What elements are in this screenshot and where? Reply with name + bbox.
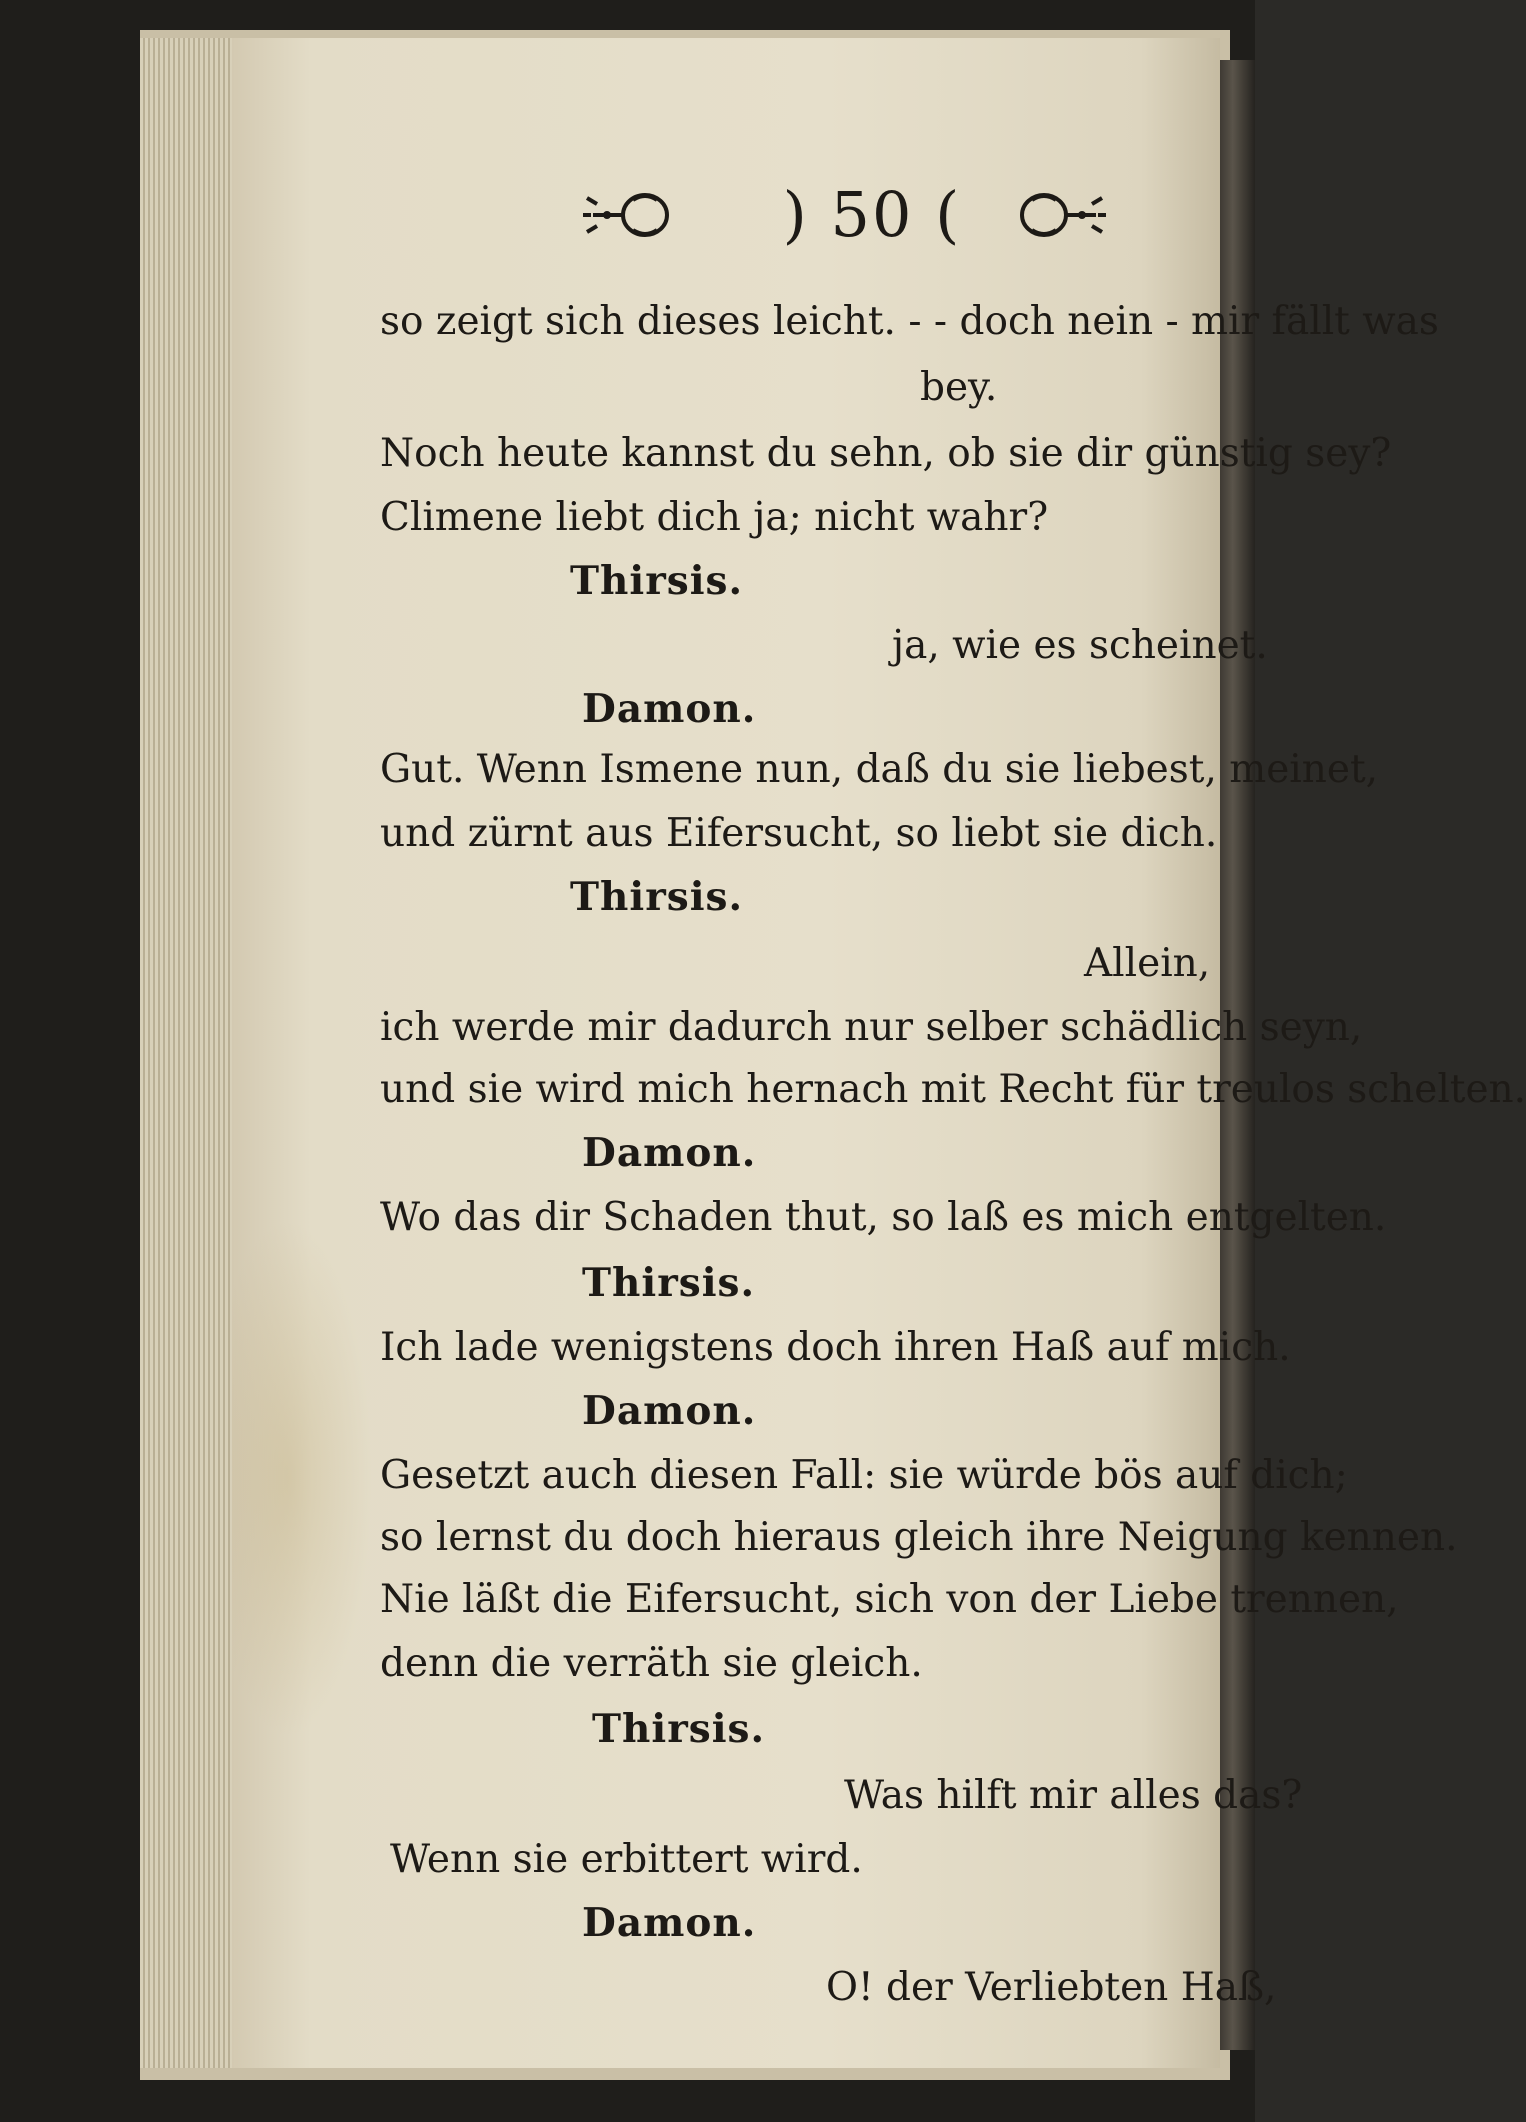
page-number: ) 50 (	[782, 178, 962, 251]
verse-line: Was hilft mir alles das?	[844, 1773, 1303, 1818]
verse-line: Wo das dir Schaden thut, so laß es mich entgelten.	[380, 1195, 1387, 1240]
book-gutter	[1218, 60, 1255, 2050]
verse-line: Wenn sie erbittert wird.	[390, 1837, 863, 1882]
speaker-name: Damon.	[582, 1388, 757, 1434]
page-edges	[140, 38, 235, 2068]
verse-line: Climene liebt dich ja; nicht wahr?	[380, 495, 1049, 540]
verse-line: Gesetzt auch diesen Fall: sie würde bös auf dich;	[380, 1453, 1348, 1498]
verse-line: bey.	[920, 365, 998, 410]
verse-line: Ich lade wenigstens doch ihren Haß auf mich.	[380, 1325, 1291, 1370]
verse-line: Allein,	[1084, 941, 1211, 986]
verse-line: Gut. Wenn Ismene nun, daß du sie liebest, meinet,	[380, 747, 1379, 792]
speaker-name: Thirsis.	[570, 558, 744, 604]
verse-line: ja, wie es scheinet.	[892, 623, 1268, 668]
page-header	[232, 178, 1220, 258]
speaker-name: Damon.	[582, 1900, 757, 1946]
verse-line: ich werde mir dadurch nur selber schädlich seyn,	[380, 1005, 1363, 1050]
verse-line: O! der Verliebten Haß,	[826, 1965, 1277, 2010]
paper-stain	[232, 1218, 372, 1738]
verse-line: so zeigt sich dieses leicht. - - doch nein - mir fällt was	[380, 299, 1439, 344]
book-page	[232, 38, 1526, 2068]
speaker-name: Damon.	[582, 1130, 757, 1176]
verse-line: denn die verräth sie gleich.	[380, 1641, 923, 1686]
verse-line: Noch heute kannst du sehn, ob sie dir günstig sey?	[380, 431, 1392, 476]
speaker-name: Damon.	[582, 686, 757, 732]
verse-line: Nie läßt die Eifersucht, sich von der Liebe trennen,	[380, 1577, 1399, 1622]
verse-line: und sie wird mich hernach mit Recht für treulos schelten.	[380, 1067, 1526, 1112]
speaker-name: Thirsis.	[582, 1260, 756, 1306]
ornament-left-icon	[577, 186, 687, 244]
verse-line: und zürnt aus Eifersucht, so liebt sie dich.	[380, 811, 1218, 856]
ornament-right-icon	[1002, 186, 1112, 244]
speaker-name: Thirsis.	[570, 874, 744, 920]
speaker-name: Thirsis.	[592, 1706, 766, 1752]
verse-line: so lernst du doch hieraus gleich ihre Neigung kennen.	[380, 1515, 1458, 1560]
